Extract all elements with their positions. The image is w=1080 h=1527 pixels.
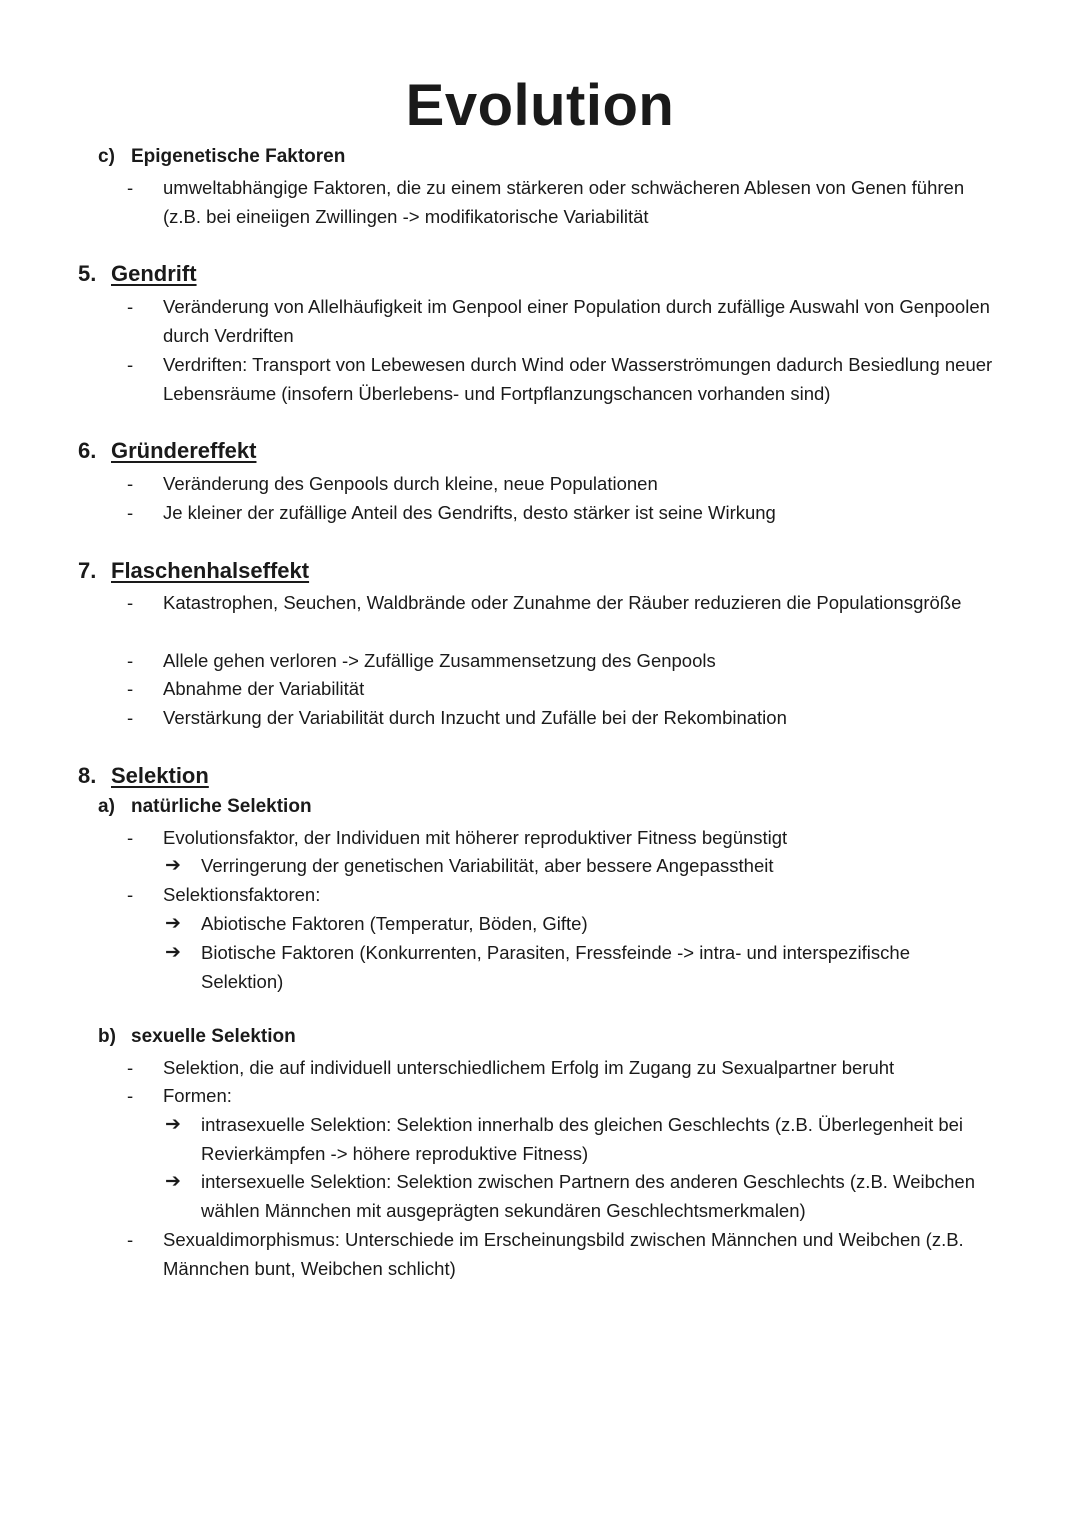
arrow-item — [165, 1110, 995, 1168]
list-item — [127, 350, 1007, 408]
section-number: 8. — [78, 763, 97, 788]
subheading-text: Epigenetische Faktoren — [131, 146, 346, 167]
dash-bullet: - — [127, 473, 134, 494]
list-item — [127, 703, 1007, 732]
subheading-epigenetische-faktoren — [98, 146, 345, 168]
dash-bullet: - — [127, 502, 134, 523]
dash-bullet: - — [127, 1057, 134, 1078]
dash-bullet: - — [127, 1085, 134, 1106]
dash-bullet: - — [127, 650, 134, 671]
section-heading-selektion — [78, 763, 209, 789]
arrow-item — [165, 1167, 995, 1225]
list-item-text: Verstärkung der Variabilität durch Inzucht und Zufälle bei der Rekombination — [163, 707, 787, 728]
arrow-item-text: Abiotische Faktoren (Temperatur, Böden, Gifte) — [201, 913, 588, 934]
arrow-right-icon: ➔ — [165, 1171, 181, 1192]
dash-bullet: - — [127, 177, 134, 198]
section-heading-flaschenhalseffekt — [78, 558, 309, 584]
list-item — [127, 498, 1007, 527]
list-item-text: Formen: — [163, 1085, 232, 1106]
list-item — [127, 674, 1007, 703]
subheading-sexuelle-selektion — [98, 1026, 296, 1048]
arrow-right-icon: ➔ — [165, 1114, 181, 1135]
list-item-text: Verdriften: Transport von Lebewesen durch Wind oder Wasserströmungen dadurch Besiedlung neuer Lebensräume (insofern Überlebens- und Fortpflanzungschancen vorhanden sind) — [163, 354, 993, 404]
section-title: Selektion — [111, 763, 209, 788]
section-title: Gründereffekt — [111, 438, 257, 463]
list-item — [127, 823, 1007, 852]
list-item-text: Veränderung des Genpools durch kleine, neue Populationen — [163, 473, 658, 494]
list-item — [127, 1053, 1007, 1082]
arrow-right-icon: ➔ — [165, 942, 181, 963]
list-item — [127, 588, 1007, 617]
list-item — [127, 469, 1007, 498]
section-title: Flaschenhalseffekt — [111, 558, 310, 583]
arrow-right-icon: ➔ — [165, 855, 181, 876]
arrow-item-text: intersexuelle Selektion: Selektion zwischen Partnern des anderen Geschlechts (z.B. Weibchen wählen Männchen mit ausgeprägten sekundären Geschlechtsmerkmalen) — [201, 1171, 975, 1221]
dash-bullet: - — [127, 354, 134, 375]
section-title: Gendrift — [111, 261, 197, 286]
dash-bullet: - — [127, 884, 134, 905]
arrow-item-text: Verringerung der genetischen Variabilität, aber bessere Angepasstheit — [201, 855, 774, 876]
dash-bullet: - — [127, 592, 134, 613]
subheading-text: sexuelle Selektion — [131, 1026, 296, 1047]
dash-bullet: - — [127, 1229, 134, 1250]
list-item-text: Selektion, die auf individuell unterschiedlichem Erfolg im Zugang zu Sexualpartner beruht — [163, 1057, 895, 1078]
section-heading-gendrift — [78, 261, 197, 287]
list-item — [127, 880, 1007, 909]
list-item — [127, 646, 1007, 675]
list-item-text: Selektionsfaktoren: — [163, 884, 321, 905]
list-item-text: Abnahme der Variabilität — [163, 678, 365, 699]
section-number: 7. — [78, 558, 97, 583]
subheading-natuerliche-selektion — [98, 796, 312, 818]
list-item-text: Veränderung von Allelhäufigkeit im Genpool einer Population durch zufällige Auswahl von Genpoolen durch Verdriften — [163, 296, 990, 346]
subheading-label: b) — [98, 1026, 116, 1047]
arrow-right-icon: ➔ — [165, 913, 181, 934]
dash-bullet: - — [127, 827, 134, 848]
list-item-text: Evolutionsfaktor, der Individuen mit höherer reproduktiver Fitness begünstigt — [163, 827, 788, 848]
list-item-text: umweltabhängige Faktoren, die zu einem stärkeren oder schwächeren Ablesen von Genen führen (z.B. bei eineiigen Zwillingen -> modifikatorische Variabilität — [163, 177, 965, 227]
list-item — [127, 173, 1007, 231]
list-item — [127, 1225, 1007, 1283]
list-item — [127, 1081, 1007, 1110]
arrow-item-text: intrasexuelle Selektion: Selektion innerhalb des gleichen Geschlechts (z.B. Überlegenheit bei Revierkämpfen -> höhere reproduktive Fitness) — [201, 1114, 964, 1164]
list-item-text: Sexualdimorphismus: Unterschiede im Erscheinungsbild zwischen Männchen und Weibchen (z.B. Männchen bunt, Weibchen schlicht) — [163, 1229, 964, 1279]
subheading-text: natürliche Selektion — [131, 796, 312, 817]
arrow-item-text: Biotische Faktoren (Konkurrenten, Parasiten, Fressfeinde -> intra- und interspezifische Selektion) — [201, 942, 910, 992]
subheading-label: c) — [98, 146, 115, 167]
arrow-item — [165, 851, 995, 880]
list-item-text: Je kleiner der zufällige Anteil des Gendrifts, desto stärker ist seine Wirkung — [163, 502, 776, 523]
section-number: 5. — [78, 261, 97, 286]
section-number: 6. — [78, 438, 97, 463]
list-item-text: Allele gehen verloren -> Zufällige Zusammensetzung des Genpools — [163, 650, 716, 671]
dash-bullet: - — [127, 707, 134, 728]
dash-bullet: - — [127, 678, 134, 699]
list-item-text: Katastrophen, Seuchen, Waldbrände oder Zunahme der Räuber reduzieren die Populationsgröße — [163, 592, 962, 613]
arrow-item — [165, 938, 995, 996]
dash-bullet: - — [127, 296, 134, 317]
arrow-item — [165, 909, 995, 938]
section-heading-gruendereffekt — [78, 438, 256, 464]
page-title: Evolution — [405, 73, 675, 138]
subheading-label: a) — [98, 796, 115, 817]
list-item — [127, 292, 1007, 350]
